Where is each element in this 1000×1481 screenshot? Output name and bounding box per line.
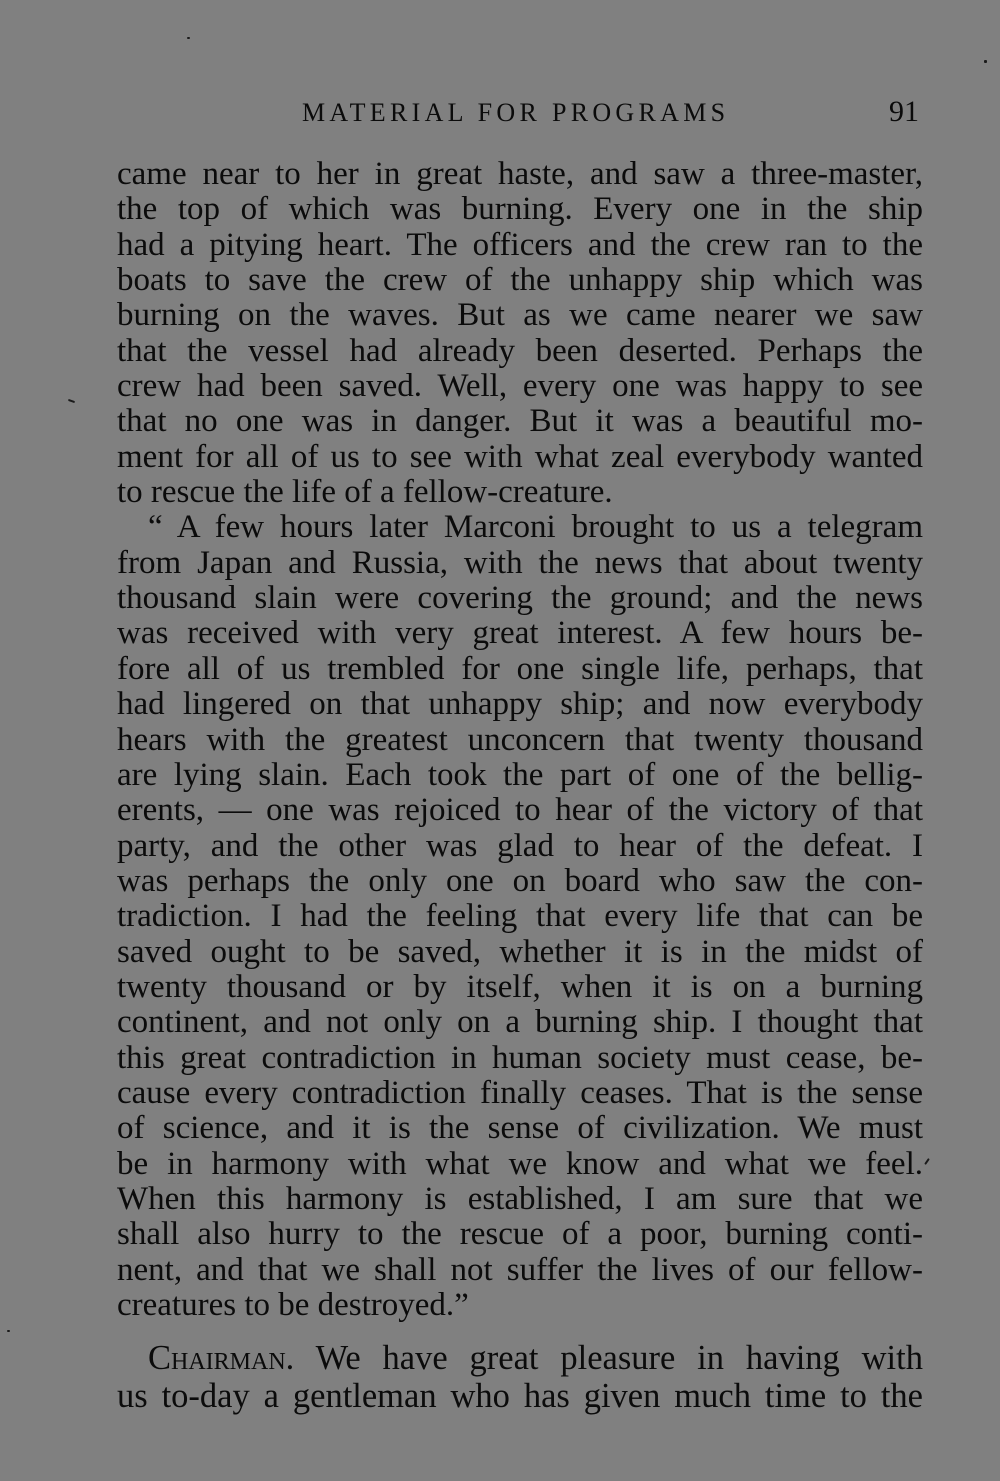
text-line: from Japan and Russia, with the news that about twenty	[117, 545, 923, 581]
scan-speck	[187, 37, 190, 39]
text-line	[117, 1339, 923, 1377]
page-number: 91	[889, 95, 919, 128]
text-line: was perhaps the only one on board who saw the con-	[117, 863, 923, 899]
text-line: of science, and it is the sense of civilization. We must	[117, 1111, 923, 1147]
text-line: us to-day a gentleman who has given much time to the	[117, 1377, 923, 1415]
scan-speck	[984, 60, 987, 63]
text-line: that the vessel had already been deserted. Perhaps the	[117, 333, 923, 369]
scan-speck	[7, 1330, 10, 1332]
text-line: thousand slain were covering the ground; and the news	[117, 581, 923, 617]
text-line: “ A few hours later Marconi brought to us a telegram	[148, 510, 923, 546]
text-line: When this harmony is established, I am sure that we	[117, 1181, 923, 1217]
text-line: cause every contradiction finally ceases. That is the sense	[117, 1075, 923, 1111]
text-line: boats to save the crew of the unhappy ship which was	[117, 263, 923, 299]
text-line: saved ought to be saved, whether it is in the midst of	[117, 934, 923, 970]
text-line: had a pitying heart. The officers and the crew ran to the	[117, 227, 923, 263]
scan-speck	[68, 399, 75, 403]
text-line: twenty thousand or by itself, when it is on a burning	[117, 969, 923, 1005]
text-line: be in harmony with what we know and what we feel.	[117, 1146, 923, 1182]
text-line: was received with very great interest. A few hours be-	[117, 616, 923, 652]
speaker-label: Chairman.	[148, 1339, 295, 1377]
text-line: nent, and that we shall not suffer the lives of our fellow-	[117, 1252, 923, 1288]
text-line: the top of which was burning. Every one in the ship	[117, 192, 923, 228]
text-line: to rescue the life of a fellow-creature.	[117, 475, 613, 511]
text-line: ment for all of us to see with what zeal everybody wanted	[117, 439, 923, 475]
scan-speck	[924, 1158, 930, 1165]
text-line: this great contradiction in human society must cease, be-	[117, 1040, 923, 1076]
running-title: MATERIAL FOR PROGRAMS	[302, 98, 730, 127]
body-text	[117, 157, 923, 1323]
text-line: fore all of us trembled for one single life, perhaps, that	[117, 651, 923, 687]
text-line: tradiction. I had the feeling that every life that can be	[117, 899, 923, 935]
text-line: continent, and not only on a burning ship. I thought that	[117, 1005, 923, 1041]
text-line: party, and the other was glad to hear of the defeat. I	[117, 828, 923, 864]
chairman-paragraph	[117, 1339, 923, 1415]
text-line: came near to her in great haste, and saw a three-master,	[117, 157, 923, 192]
text-line: burning on the waves. But as we came nearer we saw	[117, 298, 923, 334]
text-line: erents, — one was rejoiced to hear of the victory of that	[117, 793, 923, 829]
text-line: shall also hurry to the rescue of a poor, burning conti-	[117, 1217, 923, 1253]
text-line: that no one was in danger. But it was a beautiful mo-	[117, 404, 923, 440]
text-line-content: We have great pleasure in having with	[315, 1339, 923, 1377]
text-line: crew had been saved. Well, every one was happy to see	[117, 369, 923, 405]
text-line: had lingered on that unhappy ship; and now everybody	[117, 687, 923, 723]
text-line: creatures to be destroyed.”	[117, 1288, 469, 1323]
text-line: hears with the greatest unconcern that twenty thousand	[117, 722, 923, 758]
text-line: are lying slain. Each took the part of one of the bellig-	[117, 757, 923, 793]
